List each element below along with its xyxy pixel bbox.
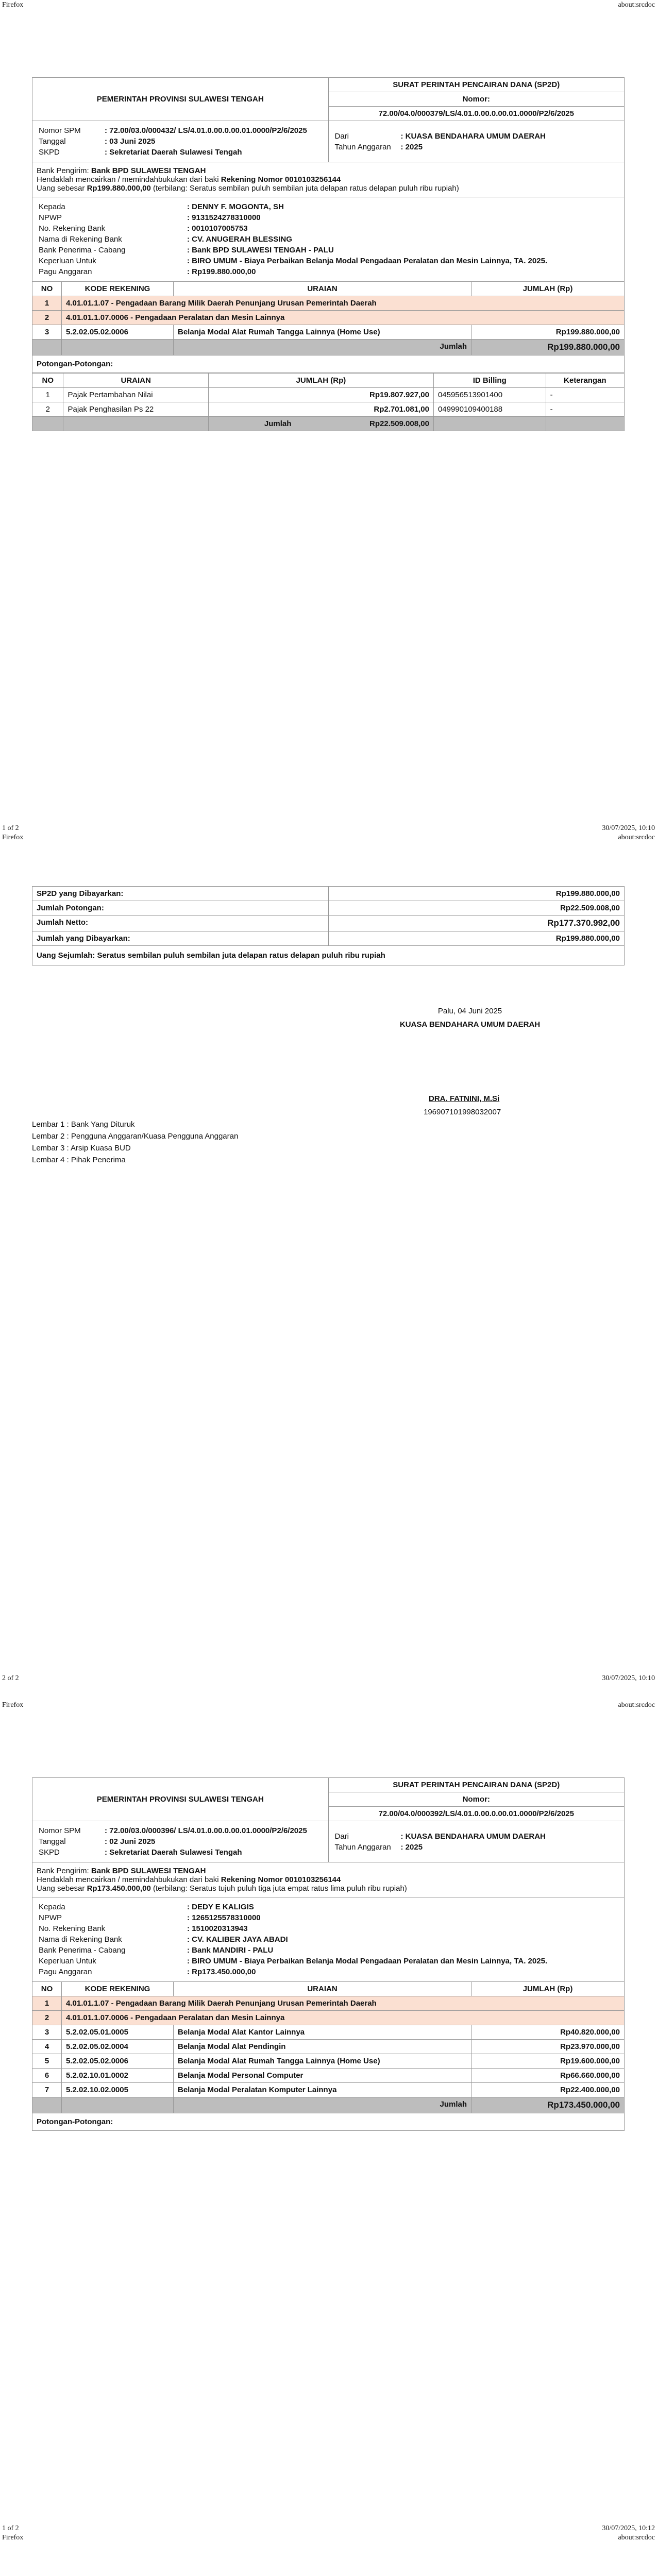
sp2d-document	[32, 77, 625, 431]
rekening-row: 7 5.2.02.10.02.0005 Belanja Modal Peralatan Komputer Lainnya Rp22.400.000,00	[32, 2083, 625, 2097]
print-footer	[0, 1674, 657, 1695]
potongan-title: Potongan-Potongan:	[32, 355, 625, 373]
potongan-title: Potongan-Potongan:	[32, 2113, 625, 2131]
sp2d-document	[32, 1777, 625, 2131]
browser-name: Firefox	[2, 834, 24, 841]
rekening-row: 2 4.01.01.1.07.0006 - Pengadaan Peralatan dan Mesin Lainnya	[32, 311, 625, 325]
potongan-row: 1 Pajak Pertambahan Nilai Rp19.807.927,00 045956513901400 -	[32, 388, 625, 402]
bank-instruction: Bank Pengirim: Bank BPD SULAWESI TENGAH Hendaklah mencairkan / memindahbukukan dari baki Rekening Nomor 0010103256144 Uang sebesar Rp199.880.000,00 (terbilang: Seratus sembilan puluh sembilan juta delapan ratus delapan puluh ribu rupiah)	[32, 162, 625, 197]
print-header	[0, 1701, 657, 1722]
print-date: 30/07/2025, 10:10	[602, 824, 655, 832]
sp2d-document-page2	[32, 886, 625, 1202]
browser-name: Firefox	[2, 1701, 24, 1709]
rekening-row: 4 5.2.02.05.02.0004 Belanja Modal Alat Pendingin Rp23.970.000,00	[32, 2040, 625, 2054]
potongan-table: NO URAIAN JUMLAH (Rp) ID Billing Keterangan 1 Pajak Pertambahan Nilai Rp19.807.927,00 045956513901400 - 2 Pajak Penghasilan Ps 22 Rp2.701.081,00 049990109400188 - Jumlah Rp22.509.008,00	[32, 373, 625, 431]
rekening-row: 5 5.2.02.05.02.0006 Belanja Modal Alat Rumah Tangga Lainnya (Home Use) Rp19.600.000,00	[32, 2054, 625, 2069]
browser-url: about:srcdoc	[618, 2534, 655, 2541]
signer-name: DRA. FATNINI, M.Si	[429, 1094, 500, 1103]
sp2d-header: PEMERINTAH PROVINSI SULAWESI TENGAH SURAT PERINTAH PENCAIRAN DANA (SP2D) Nomor: 72.00/04.0/000392/LS/4.01.0.00.0.00.01.0000/P2/6/2025	[32, 1777, 625, 1821]
print-footer	[0, 824, 657, 845]
rekening-row: 1 4.01.01.1.07 - Pengadaan Barang Milik Daerah Penunjang Urusan Pemerintah Daerah	[32, 1996, 625, 2011]
rekening-row: 3 5.2.02.05.01.0005 Belanja Modal Alat Kantor Lainnya Rp40.820.000,00	[32, 2025, 625, 2040]
browser-url: about:srcdoc	[618, 834, 655, 841]
browser-url: about:srcdoc	[618, 1701, 655, 1709]
print-date: 30/07/2025, 10:12	[602, 2524, 655, 2532]
rekening-row: 1 4.01.01.1.07 - Pengadaan Barang Milik Daerah Penunjang Urusan Pemerintah Daerah	[32, 296, 625, 311]
rekening-table: NO KODE REKENING URAIAN JUMLAH (Rp) 1 4.01.01.1.07 - Pengadaan Barang Milik Daerah Penunjang Urusan Pemerintah Daerah 2 4.01.01.1.07.0006 - Pengadaan Peralatan dan Mesin Lainnya 3 5.2.02.05.01.0005 Belanja Modal Alat Kantor Lainnya Rp40.820.000,00 4 5.2.02.05.02.0004 Belanja Modal Alat Pendingin Rp23.970.000,00 5 5.2.02.05.02.0006 Belanja Modal Alat Rumah Tangga Lainnya (Home Use) Rp19.600.000,00 6 5.2.02.10.01.0002 Belanja Modal Personal Computer Rp66.660.000,00 7 5.2.02.10.02.0005 Belanja Modal Peralatan Komputer Lainnya Rp22.400.000,00 Jumlah Rp173.450.000,00	[32, 1981, 625, 2113]
signer-nip: 196907101998032007	[424, 1108, 501, 1116]
page-number: 1 of 2	[2, 824, 19, 832]
signature-block: Palu, 04 Juni 2025 KUASA BENDAHARA UMUM DAERAH DRA. FATNINI, M.Si 196907101998032007 Lembar 1 : Bank Yang Dituruk Lembar 2 : Pengguna Anggaran/Kuasa Pengguna Anggaran Lembar 3 : Arsip Kuasa BUD Lembar 4 : Pihak Penerima	[32, 965, 625, 1202]
page-number: 2 of 2	[2, 1674, 19, 1682]
sp2d-header: PEMERINTAH PROVINSI SULAWESI TENGAH SURAT PERINTAH PENCAIRAN DANA (SP2D) Nomor: 72.00/04.0/000379/LS/4.01.0.00.0.00.01.0000/P2/6/2025	[32, 77, 625, 121]
potongan-row: 2 Pajak Penghasilan Ps 22 Rp2.701.081,00 049990109400188 -	[32, 402, 625, 417]
lembar-list: Lembar 1 : Bank Yang Dituruk Lembar 2 : Pengguna Anggaran/Kuasa Pengguna Anggaran Lembar 3 : Arsip Kuasa BUD Lembar 4 : Pihak Penerima	[32, 1120, 239, 1164]
print-date: 30/07/2025, 10:10	[602, 1674, 655, 1682]
rekening-row: 2 4.01.01.1.07.0006 - Pengadaan Peralatan dan Mesin Lainnya	[32, 2011, 625, 2025]
browser-url: about:srcdoc	[618, 1, 655, 9]
rekening-row: 3 5.2.02.05.02.0006 Belanja Modal Alat Rumah Tangga Lainnya (Home Use) Rp199.880.000,00	[32, 325, 625, 340]
bank-instruction: Bank Pengirim: Bank BPD SULAWESI TENGAH Hendaklah mencairkan / memindahbukukan dari baki Rekening Nomor 0010103256144 Uang sebesar Rp173.450.000,00 (terbilang: Seratus tujuh puluh tiga juta empat ratus lima puluh ribu rupiah)	[32, 1862, 625, 1897]
recipient-info: Kepada : DEDY E KALIGIS NPWP : 1265125578310000 No. Rekening Bank : 1510020313943 Nama di Rekening Bank : CV. KALIBER JAYA ABADI Bank Penerima - Cabang : Bank MANDIRI - PALU Keperluan Untuk : BIRO UMUM - Biaya Perbaikan Belanja Modal Pengadaan Peralatan dan Mesin Lainnya, TA. 2025. Pagu Anggaran : Rp173.450.000,00	[32, 1897, 625, 1982]
rekening-table: NO KODE REKENING URAIAN JUMLAH (Rp) 1 4.01.01.1.07 - Pengadaan Barang Milik Daerah Penunjang Urusan Pemerintah Daerah 2 4.01.01.1.07.0006 - Pengadaan Peralatan dan Mesin Lainnya 3 5.2.02.05.02.0006 Belanja Modal Alat Rumah Tangga Lainnya (Home Use) Rp199.880.000,00 Jumlah Rp199.880.000,00	[32, 281, 625, 355]
spm-meta: Nomor SPM : 72.00/03.0/000396/ LS/4.01.0.00.0.00.01.0000/P2/6/2025 Tanggal : 02 Juni 2025 SKPD : Sekretariat Daerah Sulawesi Tengah Dari : KUASA BENDAHARA UMUM DAERAH Tahun Anggaran : 2025	[32, 1821, 625, 1862]
summary-table: SP2D yang Dibayarkan: Rp199.880.000,00 Jumlah Potongan: Rp22.509.008,00 Jumlah Netto: Rp177.370.992,00 Jumlah yang Dibayarkan: Rp199.880.000,00 Uang Sejumlah: Seratus sembilan puluh sembilan juta delapan ratus delapan puluh ribu rupiah	[32, 886, 625, 965]
spm-meta: Nomor SPM : 72.00/03.0/000432/ LS/4.01.0.00.0.00.01.0000/P2/6/2025 Tanggal : 03 Juni 2025 SKPD : Sekretariat Daerah Sulawesi Tengah Dari : KUASA BENDAHARA UMUM DAERAH Tahun Anggaran : 2025	[32, 121, 625, 162]
rekening-row: 6 5.2.02.10.01.0002 Belanja Modal Personal Computer Rp66.660.000,00	[32, 2069, 625, 2083]
browser-name: Firefox	[2, 1, 24, 9]
print-footer	[0, 2524, 657, 2545]
page-number: 1 of 2	[2, 2524, 19, 2532]
print-header	[0, 1, 657, 22]
browser-name: Firefox	[2, 2534, 24, 2541]
col-no: NO	[32, 374, 63, 388]
recipient-info: Kepada : DENNY F. MOGONTA, SH NPWP : 9131524278310000 No. Rekening Bank : 0010107005753 Nama di Rekening Bank : CV. ANUGERAH BLESSING Bank Penerima - Cabang : Bank BPD SULAWESI TENGAH - PALU Keperluan Untuk : BIRO UMUM - Biaya Perbaikan Belanja Modal Pengadaan Peralatan dan Mesin Lainnya, TA. 2025. Pagu Anggaran : Rp199.880.000,00	[32, 197, 625, 282]
